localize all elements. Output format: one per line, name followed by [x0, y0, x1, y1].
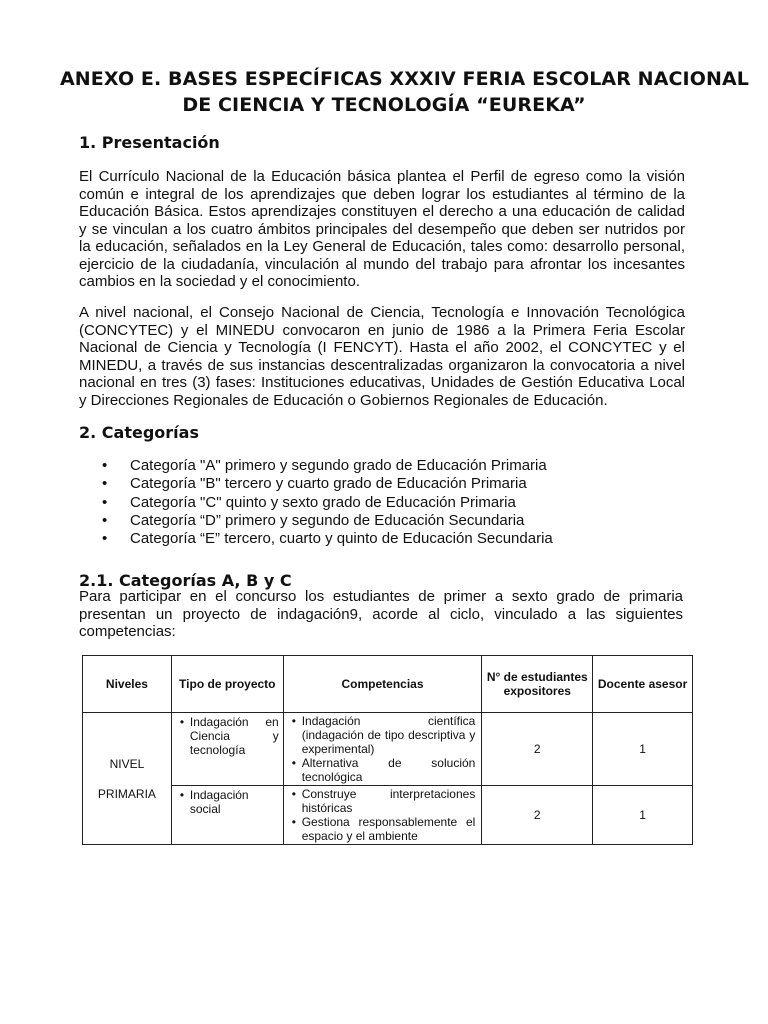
categoria-item-e: • Categoría “E” tercero, cuarto y quinto de Educación Secundaria	[100, 530, 553, 548]
nivel-line-1: NIVEL	[109, 756, 145, 771]
estudiantes-cell: 2	[482, 713, 593, 786]
section-heading-categorias: 2. Categorías	[79, 423, 199, 442]
presentacion-paragraph-1: El Currículo Nacional de la Educación básica plantea el Perfil de egreso como la visión común e integral de los aprendizajes que deben lograr los estudiantes al término de la Educación Básica. Estos aprendizajes constituyen el derecho a una educación de calidad y se vinculan a los cuatro ámbitos principales del desempeño que deben ser nutridos por la educación, señalados en la Ley General de Educación, tales como: desarrollo personal, ejercicio de la ciudadanía, vinculación al mundo del trabajo para afrontar los incesantes cambios en la sociedad y el conocimiento.	[79, 168, 685, 290]
competencia-item: • Construye interpretaciones históricas	[302, 787, 476, 815]
categoria-item-b: • Categoría "B" tercero y cuarto grado de Educación Primaria	[100, 475, 553, 493]
categoria-item-d: • Categoría “D” primero y segundo de Educación Secundaria	[100, 512, 553, 530]
document-title	[60, 66, 749, 118]
estudiantes-cell: 2	[482, 786, 593, 845]
categorias-abc-paragraph: Para participar en el concurso los estudiantes de primer a sexto grado de primaria presentan un proyecto de indagación9, acorde al ciclo, vinculado a las siguientes competencias:	[79, 588, 683, 640]
competencia-item: • Alternativa de solución tecnológica	[302, 756, 476, 784]
presentacion-paragraph-2: A nivel nacional, el Consejo Nacional de Ciencia, Tecnología e Innovación Tecnológica (CONCYTEC) y el MINEDU convocaron en junio de 1986 a la Primera Feria Escolar Nacional de Ciencia y Tecnología (I FENCYT). Hasta el año 2002, el CONCYTEC y el MINEDU, a través de sus instancias descentralizadas organizaron la convocatoria a nivel nacional en tres (3) fases: Instituciones educativas, Unidades de Gestión Educativa Local y Direcciones Regionales de Educación o Gobiernos Regionales de Educación.	[79, 304, 685, 409]
categoria-item-c: • Categoría "C" quinto y sexto grado de Educación Primaria	[100, 494, 553, 512]
header-niveles: Niveles	[83, 656, 172, 713]
categoria-item-a: • Categoría "A" primero y segundo grado de Educación Primaria	[100, 457, 553, 475]
tipo-item: • Indagación social	[190, 788, 279, 816]
header-tipo-proyecto: Tipo de proyecto	[171, 656, 283, 713]
competencias-cell	[283, 786, 482, 845]
nivel-line-2: PRIMARIA	[97, 786, 156, 801]
nivel-cell	[83, 713, 172, 845]
docente-cell: 1	[593, 786, 693, 845]
title-line-2: DE CIENCIA Y TECNOLOGÍA “EUREKA”	[182, 94, 586, 116]
competencias-table	[82, 655, 693, 845]
tipo-item: • Indagación en Ciencia y tecnología	[190, 715, 279, 757]
tipo-cell	[171, 713, 283, 786]
tipo-cell	[171, 786, 283, 845]
header-estudiantes: N° de estudiantes expositores	[482, 656, 593, 713]
docente-cell: 1	[593, 713, 693, 786]
categorias-list	[100, 457, 553, 548]
title-line-1: ANEXO E. BASES ESPECÍFICAS XXXIV FERIA ESCOLAR NACIONAL	[60, 68, 749, 90]
table-row	[83, 713, 693, 786]
table-row	[83, 786, 693, 845]
competencias-cell	[283, 713, 482, 786]
table-header-row	[83, 656, 693, 713]
section-heading-categorias-abc: 2.1. Categorías A, B y C	[79, 571, 292, 590]
competencia-item: • Indagación científica (indagación de tipo descriptiva y experimental)	[302, 714, 476, 756]
header-docente: Docente asesor	[593, 656, 693, 713]
section-heading-presentacion: 1. Presentación	[79, 133, 220, 152]
header-competencias: Competencias	[283, 656, 482, 713]
competencia-item: • Gestiona responsablemente el espacio y el ambiente	[302, 815, 476, 843]
